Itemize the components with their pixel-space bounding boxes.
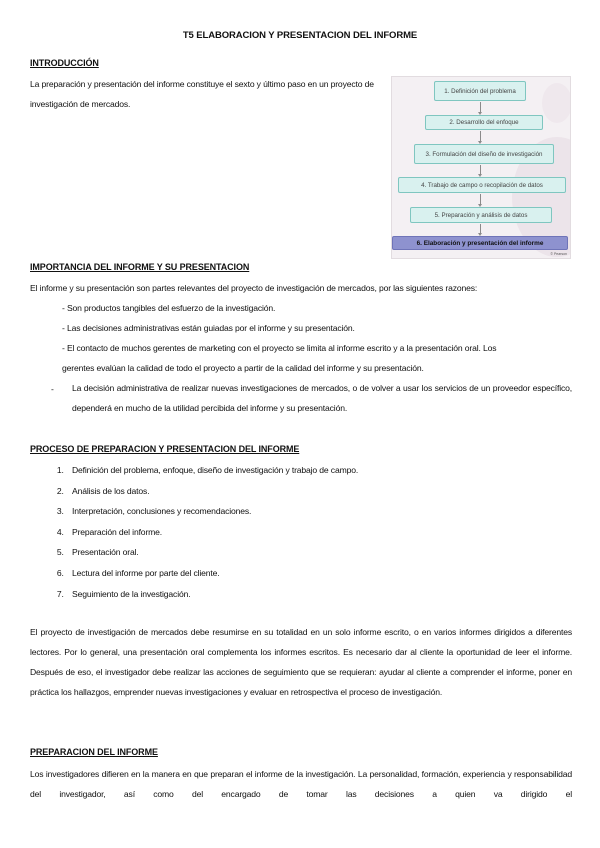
diagram-step-1: 1. Definición del problema [434, 81, 526, 101]
preparation-heading: PREPARACION DEL INFORME [30, 747, 158, 757]
diagram-arrow [480, 194, 481, 204]
process-step: 7. Seguimiento de la investigación. [66, 584, 358, 605]
importance-item: - Son productos tangibles del esfuerzo de la investigación. [62, 303, 276, 313]
research-process-diagram [391, 76, 571, 259]
diagram-step-5: 5. Preparación y análisis de datos [410, 207, 552, 223]
preparation-paragraph: Los investigadores difieren en la manera en que preparan el informe de la investigación. La personalidad, formación, experiencia y responsabilidad del investigador, así como del encargado de tomar las decisiones a quien va dirigido el [30, 769, 572, 799]
diagram-arrow [480, 224, 481, 233]
process-step: 6. Lectura del informe por parte del cliente. [66, 563, 358, 584]
importance-item: La decisión administrativa de realizar nuevas investigaciones de mercados, o de volver a usar los servicios de un proveedor específico, dependerá en mucho de la utilidad percibida del informe y su presentación. [72, 383, 572, 413]
process-step: 1. Definición del problema, enfoque, diseño de investigación y trabajo de campo. [66, 460, 358, 481]
intro-paragraph: La preparación y presentación del informe constituye el sexto y último paso en un proyecto de investigación de mercados. [30, 79, 374, 109]
process-step: 2. Análisis de los datos. [66, 481, 358, 502]
diagram-step-6: 6. Elaboración y presentación del informe [392, 236, 568, 250]
diagram-arrow [480, 102, 481, 112]
importance-intro: El informe y su presentación son partes relevantes del proyecto de investigación de mercados, por las siguientes razones: [30, 283, 478, 293]
process-heading: PROCESO DE PREPARACION Y PRESENTACION DEL INFORME [30, 444, 300, 454]
diagram-step-2: 2. Desarrollo del enfoque [425, 115, 543, 130]
diagram-arrow [480, 165, 481, 174]
diagram-credit: © Pearson [550, 252, 567, 256]
process-step: 4. Preparación del informe. [66, 522, 358, 543]
diagram-background-decoration [542, 83, 571, 123]
importance-item: - El contacto de muchos gerentes de marketing con el proyecto se limita al informe escrito y a la presentación oral. Los gerentes evalúan la calidad de todo el proyecto a partir de la calidad del informe y su presentación. [62, 343, 497, 373]
process-steps-list [30, 460, 358, 604]
process-step: 3. Interpretación, conclusiones y recomendaciones. [66, 501, 358, 522]
intro-heading: INTRODUCCIÓN [30, 58, 99, 68]
importance-item: - Las decisiones administrativas están guiadas por el informe y su presentación. [62, 323, 355, 333]
process-paragraph: El proyecto de investigación de mercados debe resumirse en su totalidad en un solo informe escrito, o en varios informes dirigidos a diferentes lectores. Por lo general, una presentación oral complementa los informes escritos. Es necesario dar al cliente la oportunidad de leer el informe. Después de eso, el investigador debe realizar las acciones de seguimiento que se requieran: ayudar al cliente a comprender el informe, poner en práctica los hallazgos, emprender nuevas investigaciones y evaluar en retrospectiva el proceso de investigación. [30, 627, 572, 697]
document-title: T5 ELABORACION Y PRESENTACION DEL INFORME [182, 30, 418, 41]
importance-item-marker: - [51, 384, 54, 394]
process-step: 5. Presentación oral. [66, 542, 358, 563]
diagram-arrow [480, 131, 481, 141]
diagram-step-3: 3. Formulación del diseño de investigación [414, 144, 554, 164]
diagram-step-4: 4. Trabajo de campo o recopilación de datos [398, 177, 566, 193]
importance-heading: IMPORTANCIA DEL INFORME Y SU PRESENTACION [30, 262, 250, 272]
